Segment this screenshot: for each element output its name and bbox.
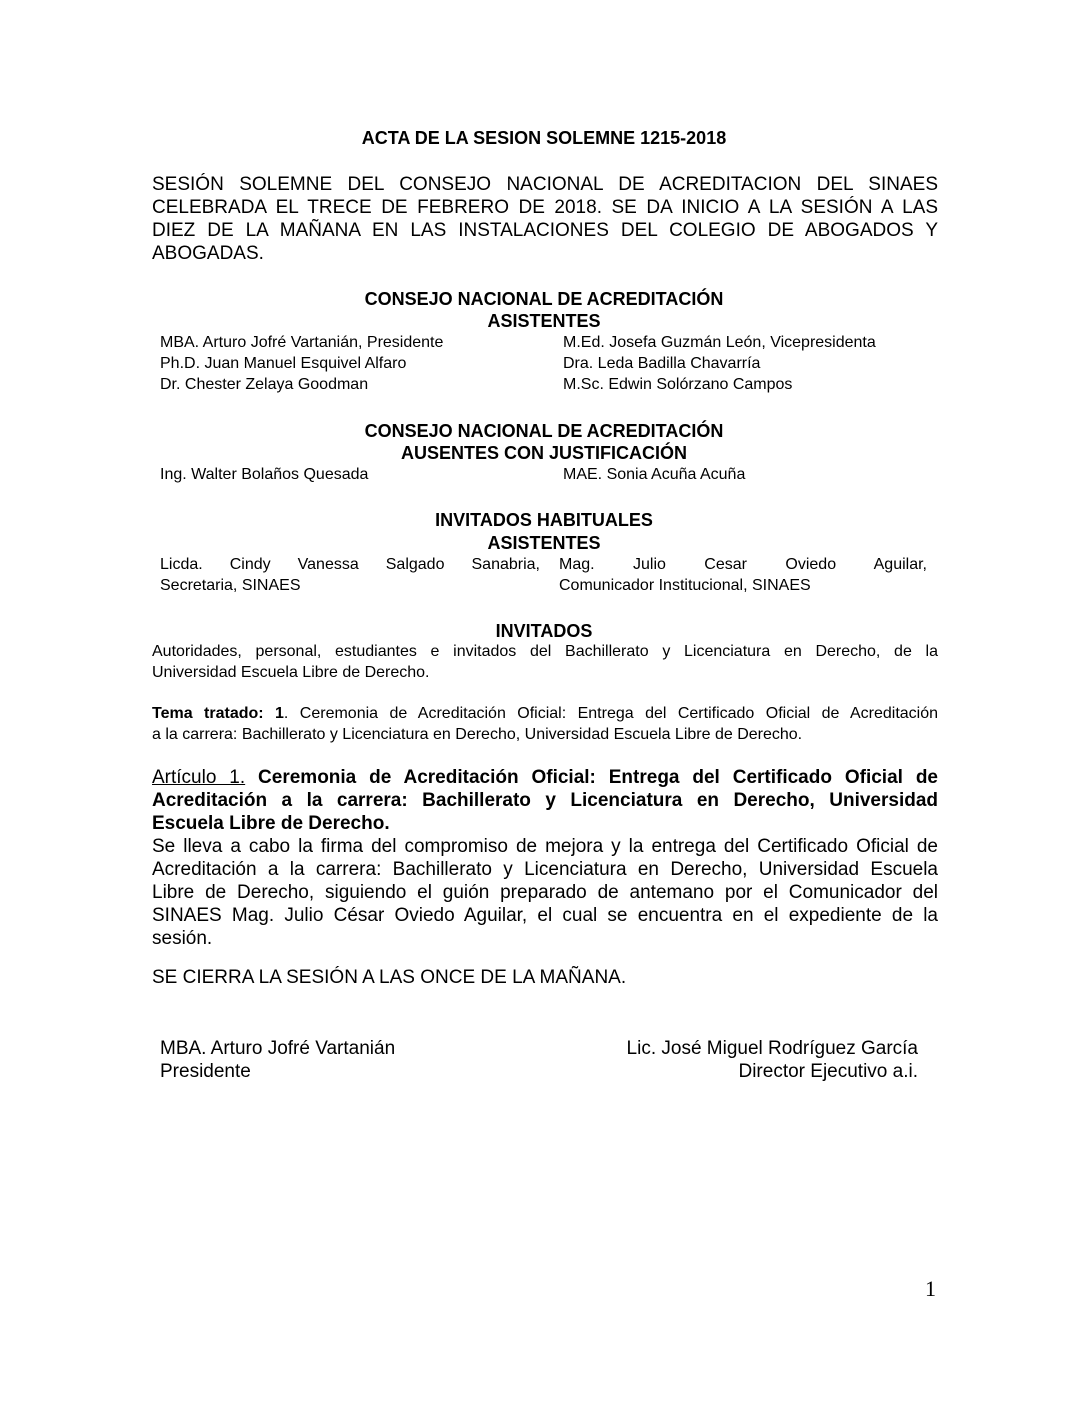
signature-left-role: Presidente [160,1061,251,1082]
present-subheading: ASISTENTES [487,311,601,331]
absent-member-right-1: MAE. Sonia Acuña Acuña [563,466,746,483]
regular-guest-right-line-1: Mag. Julio Cesar Oviedo Aguilar, [559,556,927,573]
article-body-line-5: sesión. [152,928,213,949]
signature-right-name: Lic. José Miguel Rodríguez García [626,1038,918,1059]
article-title-line-1 [152,767,938,789]
article-title-part-1: Ceremonia de Acreditación Oficial: Entrega del Certificado Oficial de [245,767,938,788]
absent-member-left-1: Ing. Walter Bolaños Quesada [160,466,369,483]
guests-line-2: Universidad Escuela Libre de Derecho. [152,664,430,681]
article-body-line-4: SINAES Mag. Julio César Oviedo Aguilar, el cual se encuentra en el expediente de la [152,905,938,926]
regular-guests-heading: INVITADOS HABITUALES [435,510,653,530]
present-member-left-1: MBA. Arturo Jofré Vartanián, Presidente [160,334,444,351]
article-label: Artículo 1. [152,767,246,788]
article-body-line-2: Acreditación a la carrera: Bachillerato y Licenciatura en Derecho, Universidad Escuela [152,859,938,880]
intro-line-4: ABOGADAS. [152,243,264,264]
regular-guest-left-line-2: Secretaria, SINAES [160,577,301,594]
regular-guest-right-line-2: Comunicador Institucional, SINAES [559,577,811,594]
absent-heading: CONSEJO NACIONAL DE ACREDITACIÓN [364,421,724,441]
topic-text: . Ceremonia de Acreditación Oficial: Entrega del Certificado Oficial de Acreditación [283,705,939,722]
absent-subheading: AUSENTES CON JUSTIFICACIÓN [400,443,688,463]
article-title-line-2: Acreditación a la carrera: Bachillerato y Licenciatura en Derecho, Universidad [152,790,938,811]
topic-line-2: a la carrera: Bachillerato y Licenciatura en Derecho, Universidad Escuela Libre de Derecho. [152,726,803,743]
intro-line-2: CELEBRADA EL TRECE DE FEBRERO DE 2018. SE DA INICIO A LA SESIÓN A LAS [152,197,938,218]
present-member-right-3: M.Sc. Edwin Solórzano Campos [563,376,793,393]
regular-guest-left-line-1: Licda. Cindy Vanessa Salgado Sanabria, [160,556,540,573]
guests-heading: INVITADOS [495,621,593,641]
signature-left-name: MBA. Arturo Jofré Vartanián [160,1038,396,1059]
intro-line-3: DIEZ DE LA MAÑANA EN LAS INSTALACIONES DEL COLEGIO DE ABOGADOS Y [152,220,938,241]
guests-line-1: Autoridades, personal, estudiantes e invitados del Bachillerato y Licenciatura en Derecho, de la [152,643,938,660]
article-body-line-3: Libre de Derecho, siguiendo el guión preparado de antemano por el Comunicador del [152,882,938,903]
present-heading: CONSEJO NACIONAL DE ACREDITACIÓN [364,289,724,309]
topic-label: Tema tratado: 1 [152,705,284,722]
intro-line-1: SESIÓN SOLEMNE DEL CONSEJO NACIONAL DE ACREDITACION DEL SINAES [152,174,938,195]
present-member-right-2: Dra. Leda Badilla Chavarría [563,355,761,372]
present-member-left-2: Ph.D. Juan Manuel Esquivel Alfaro [160,355,407,372]
topic-line-1 [152,705,938,723]
document-title: ACTA DE LA SESION SOLEMNE 1215-2018 [361,128,727,148]
regular-guests-subheading: ASISTENTES [487,533,601,553]
closing-statement: SE CIERRA LA SESIÓN A LAS ONCE DE LA MAÑANA. [152,967,627,988]
present-member-right-1: M.Ed. Josefa Guzmán León, Vicepresidenta [563,334,876,351]
page-number: 1 [925,1276,936,1301]
article-body-line-1: Se lleva a cabo la firma del compromiso de mejora y la entrega del Certificado Oficial de [152,836,938,857]
present-member-left-3: Dr. Chester Zelaya Goodman [160,376,369,393]
article-title-line-3: Escuela Libre de Derecho. [152,813,390,834]
signature-right-role: Director Ejecutivo a.i. [738,1061,918,1082]
